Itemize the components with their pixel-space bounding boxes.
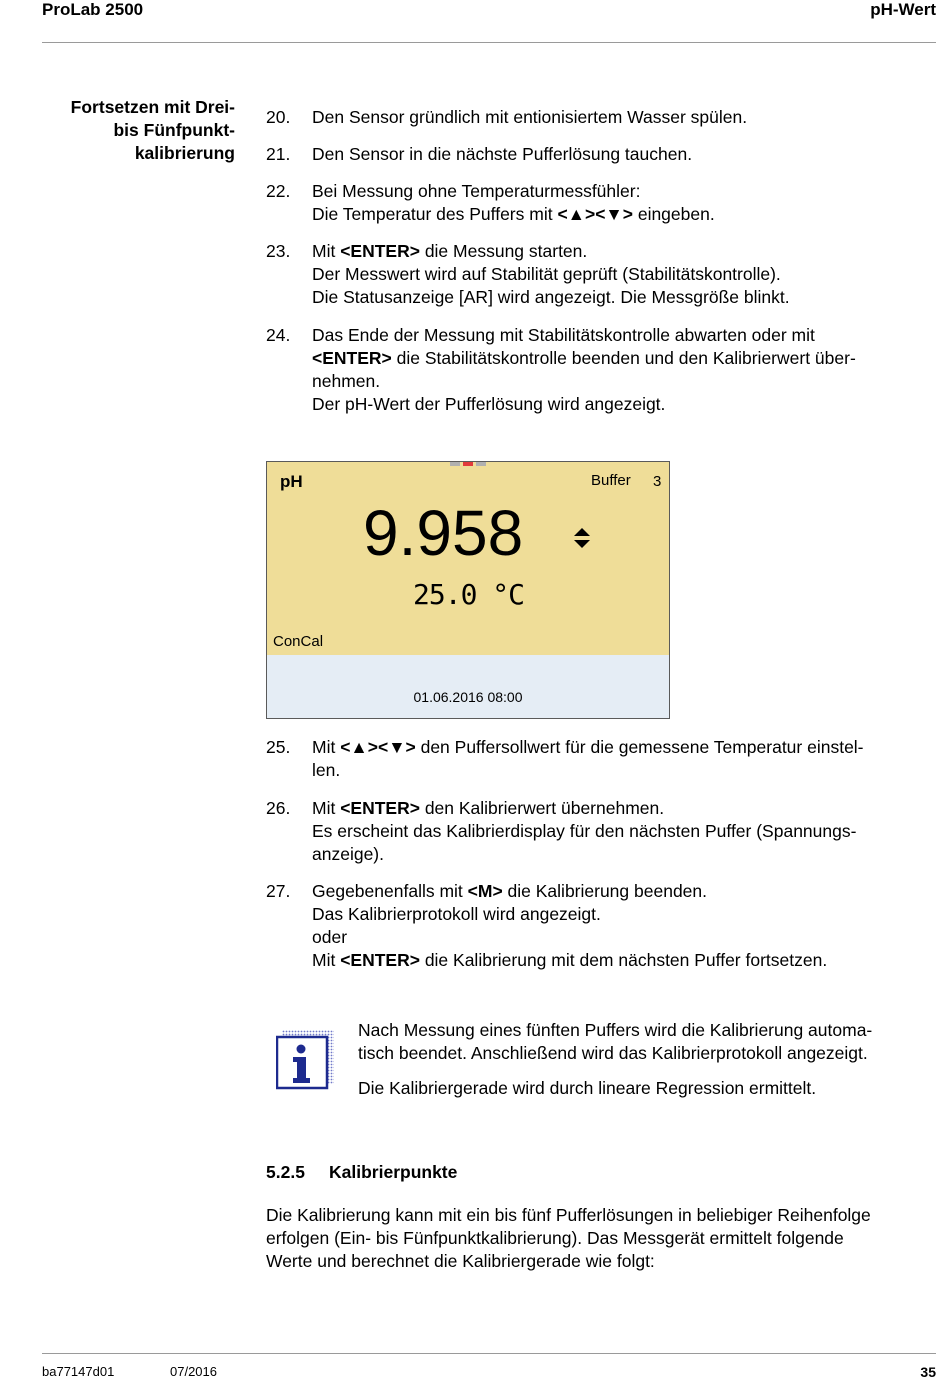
header-product-name: ProLab 2500 — [42, 0, 144, 19]
page-number: 35 — [920, 1364, 936, 1380]
step-21 — [266, 143, 926, 166]
step-line: Der pH-Wert der Pufferlösung wird angezeigt. — [312, 394, 666, 414]
paragraph-line: Werte und berechnet die Kalibriergerade wie folgt: — [266, 1251, 655, 1271]
step-22 — [266, 180, 926, 226]
display-measured-value: 9.958 — [363, 497, 524, 569]
display-parameter: pH — [280, 472, 303, 491]
info-icon — [276, 1030, 334, 1090]
step-number: 25. — [266, 737, 291, 757]
note-line: Nach Messung eines fünften Puffers wird die Kalibrierung automa- — [358, 1020, 873, 1040]
note-line: Die Kalibriergerade wird durch lineare Regression ermittelt. — [358, 1078, 817, 1098]
step-line: anzeige). — [312, 844, 384, 864]
display-mode: ConCal — [273, 633, 324, 650]
step-number: 23. — [266, 241, 291, 261]
note-line: tisch beendet. Anschließend wird das Kalibrierprotokoll angezeigt. — [358, 1043, 868, 1063]
display-tab-indicator — [450, 462, 486, 467]
step-line: len. — [312, 760, 341, 780]
step-25 — [266, 736, 926, 782]
step-line: Gegebenenfalls mit <M> die Kalibrierung beenden. — [312, 881, 708, 901]
side-heading-line: kalibrierung — [134, 143, 235, 163]
section-paragraph — [266, 1204, 936, 1273]
tab-mark — [450, 462, 460, 466]
step-number: 27. — [266, 881, 291, 901]
tab-mark — [476, 462, 486, 466]
side-heading-line: Fortsetzen mit Drei- — [70, 97, 235, 117]
meter-display — [266, 461, 670, 719]
info-note — [358, 1019, 933, 1112]
header-rule — [42, 42, 936, 43]
display-temperature: 25.0 °C — [413, 578, 525, 611]
display-status-bar — [267, 655, 669, 718]
section-number: 5.2.5 — [266, 1162, 305, 1182]
step-number: 22. — [266, 181, 291, 201]
step-26 — [266, 797, 926, 866]
step-line: Den Sensor in die nächste Pufferlösung tauchen. — [312, 144, 693, 164]
step-number: 20. — [266, 107, 291, 127]
step-line: Die Statusanzeige [AR] wird angezeigt. Die Messgröße blinkt. — [312, 287, 790, 307]
footer-rule — [42, 1353, 936, 1354]
step-line: Das Ende der Messung mit Stabilitätskontrolle abwarten oder mit — [312, 325, 815, 345]
step-line: Es erscheint das Kalibrierdisplay für den nächsten Puffer (Spannungs- — [312, 821, 857, 841]
step-line: Den Sensor gründlich mit entionisiertem Wasser spülen. — [312, 107, 748, 127]
display-datetime: 01.06.2016 08:00 — [413, 689, 523, 705]
step-line: Die Temperatur des Puffers mit <▲><▼> eingeben. — [312, 204, 715, 224]
step-line: Der Messwert wird auf Stabilität geprüft (Stabilitätskontrolle). — [312, 264, 781, 284]
step-20 — [266, 106, 926, 129]
step-line: Mit <▲><▼> den Puffersollwert für die gemessene Temperatur einstel- — [312, 737, 864, 757]
paragraph-line: erfolgen (Ein- bis Fünfpunktkalibrierung). Das Messgerät ermittelt folgende — [266, 1228, 844, 1248]
side-heading — [30, 96, 235, 165]
section-title: Kalibrierpunkte — [329, 1162, 458, 1182]
up-down-arrow-icon — [573, 528, 591, 548]
step-23 — [266, 240, 926, 309]
step-line: nehmen. — [312, 371, 381, 391]
step-27 — [266, 880, 926, 972]
header-chapter-title: pH-Wert — [870, 0, 936, 19]
info-paragraph — [358, 1077, 933, 1100]
step-line: Mit <ENTER> die Kalibrierung mit dem nächsten Puffer fortsetzen. — [312, 950, 828, 970]
step-number: 24. — [266, 325, 291, 345]
display-buffer-number: 3 — [653, 473, 662, 490]
step-number: 21. — [266, 144, 291, 164]
step-line: Das Kalibrierprotokoll wird angezeigt. — [312, 904, 601, 924]
footer-doc-id: ba77147d01 — [42, 1364, 115, 1379]
step-line: oder — [312, 927, 348, 947]
side-heading-line: bis Fünfpunkt- — [113, 120, 235, 140]
step-line: Mit <ENTER> die Messung starten. — [312, 241, 588, 261]
footer-date: 07/2016 — [170, 1364, 217, 1379]
step-line: <ENTER> die Stabilitätskontrolle beenden und den Kalibrierwert über- — [312, 348, 856, 368]
step-number: 26. — [266, 798, 291, 818]
section-heading — [266, 1162, 457, 1183]
paragraph-line: Die Kalibrierung kann mit ein bis fünf Pufferlösungen in beliebiger Reihenfolge — [266, 1205, 871, 1225]
info-paragraph — [358, 1019, 933, 1065]
tab-mark-active — [463, 462, 473, 466]
step-line: Mit <ENTER> den Kalibrierwert übernehmen. — [312, 798, 665, 818]
step-line: Bei Messung ohne Temperaturmessfühler: — [312, 181, 641, 201]
step-24 — [266, 324, 926, 416]
display-buffer-label: Buffer — [591, 472, 631, 489]
